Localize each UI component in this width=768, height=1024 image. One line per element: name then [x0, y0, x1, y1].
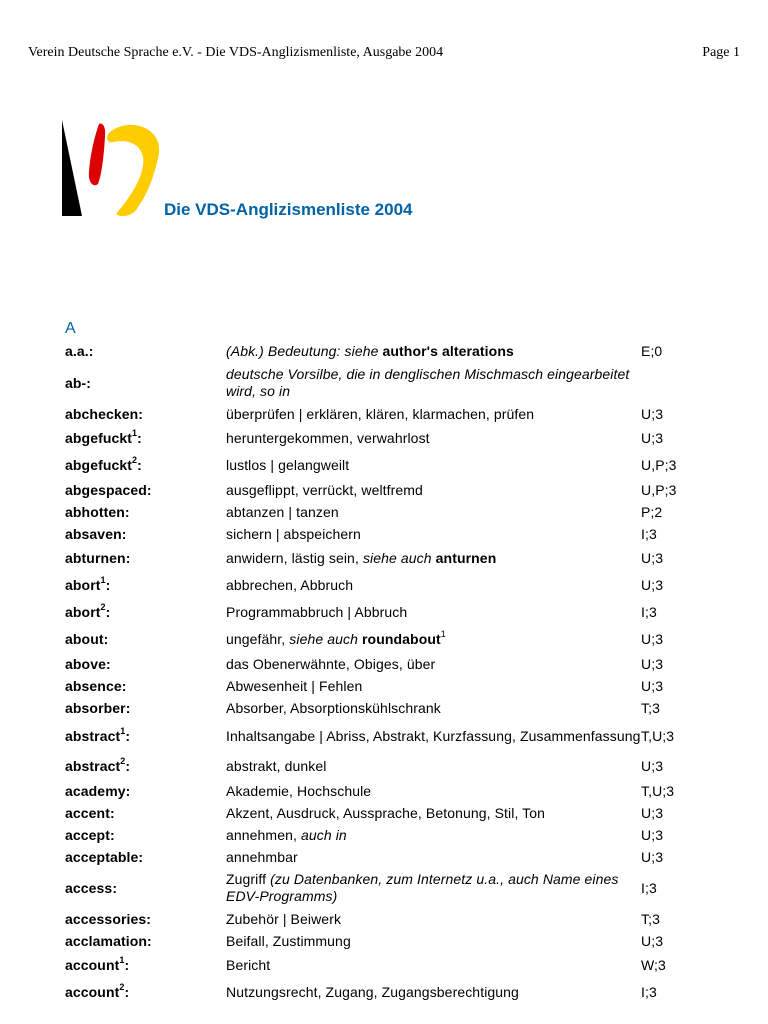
entry-term: accessories:: [65, 910, 152, 927]
entry-term: abhotten:: [65, 503, 130, 520]
entry-code: P;2: [641, 503, 663, 520]
entry-code: I;3: [641, 525, 657, 542]
entry-meaning: abbrechen, Abbruch: [226, 577, 354, 593]
entry-row: [65, 545, 721, 572]
entry-term: accent:: [65, 804, 115, 821]
entry-term: abort$^1$:: [65, 575, 111, 593]
logo-red-stroke: [89, 124, 105, 186]
entry-meaning: deutsche Vorsilbe, die in denglischen Mischmasch eingearbeitet wird, so in: [226, 366, 630, 399]
anglicism-table: [65, 340, 721, 1006]
entry-code: U;3: [641, 848, 664, 865]
entry-meaning: Inhaltsangabe | Abriss, Abstrakt, Kurzfassung, Zusammenfassung: [226, 727, 641, 744]
entry-row: [65, 675, 721, 697]
entry-row: [65, 697, 721, 719]
entry-term: academy:: [65, 782, 131, 799]
entry-row: [65, 824, 721, 846]
entry-code: U;3: [641, 405, 664, 422]
entry-term: accept:: [65, 826, 115, 843]
entry-row: [65, 653, 721, 675]
entry-code: U;3: [641, 430, 664, 446]
entry-row: [65, 626, 721, 653]
entry-term: abort$^2$:: [65, 602, 111, 620]
vds-logo: [62, 118, 162, 218]
entries-body: [65, 340, 721, 1006]
entry-code: U;3: [641, 550, 664, 566]
homonym-index: 1: [120, 725, 126, 736]
entry-meaning: Zubehör | Beiwerk: [226, 910, 342, 927]
entry-row: [65, 952, 721, 979]
entry-row: [65, 452, 721, 479]
entry-term: abgefuckt$^1$:: [65, 428, 142, 446]
document-title: Die VDS-Anglizismenliste 2004: [164, 200, 413, 219]
entry-meaning: Zugriff (zu Datenbanken, zum Internetz u.a., auch Name eines EDV-Programms): [226, 871, 619, 904]
entry-meaning: ungefähr, siehe auch roundabout$^1$: [226, 629, 446, 647]
entry-row: [65, 780, 721, 802]
entry-meaning: abstrakt, dunkel: [226, 758, 327, 774]
entry-code: T,U;3: [641, 727, 675, 744]
entry-code: U;3: [641, 655, 664, 672]
entry-code: [641, 363, 721, 403]
entry-meaning: überprüfen | erklären, klären, klarmachen, prüfen: [226, 405, 535, 422]
entry-code: U;3: [641, 932, 664, 949]
entry-code: T,U;3: [641, 782, 675, 799]
entry-term: absaven:: [65, 525, 127, 542]
entry-term: abchecken:: [65, 405, 144, 422]
entry-term: account$^1$:: [65, 955, 130, 973]
entry-code: U;3: [641, 826, 664, 843]
entry-term: abstract$^1$:: [65, 725, 131, 744]
entry-meaning: Akademie, Hochschule: [226, 782, 372, 799]
entry-code: W;3: [641, 957, 666, 973]
entry-row: [65, 403, 721, 425]
entry-term: absorber:: [65, 699, 131, 716]
page-number: Page 1: [702, 45, 740, 60]
entry-meaning: (Abk.) Bedeutung: siehe author's alterations: [226, 343, 514, 359]
entry-term: about:: [65, 631, 109, 647]
entry-term: abgespaced:: [65, 481, 152, 498]
entry-code: U;3: [641, 631, 664, 647]
entry-code: I;3: [641, 879, 657, 896]
entry-term: above:: [65, 655, 111, 672]
entry-row: [65, 501, 721, 523]
entry-meaning: Absorber, Absorptionskühlschrank: [226, 699, 441, 716]
homonym-index: 2: [120, 756, 126, 766]
entry-meaning: heruntergekommen, verwahrlost: [226, 430, 430, 446]
entry-row: [65, 599, 721, 626]
entry-code: I;3: [641, 604, 657, 620]
entry-code: T;3: [641, 910, 660, 927]
entry-term: acclamation:: [65, 932, 152, 949]
entry-code: E;0: [641, 343, 663, 359]
entry-meaning: Akzent, Ausdruck, Aussprache, Betonung, Stil, Ton: [226, 804, 546, 821]
logo-yellow-stroke: [107, 125, 159, 216]
homonym-index: 1: [132, 428, 138, 438]
entry-meaning: das Obenerwähnte, Obiges, über: [226, 655, 436, 672]
homonym-index: 2: [132, 455, 138, 465]
homonym-index: 1: [119, 955, 125, 965]
entry-meaning: Nutzungsrecht, Zugang, Zugangsberechtigung: [226, 984, 519, 1000]
entry-term: access:: [65, 879, 118, 896]
entry-row: [65, 908, 721, 930]
entry-row: [65, 340, 721, 363]
logo-black-stroke: [62, 120, 82, 216]
entry-row: [65, 868, 721, 908]
homonym-index: 2: [100, 602, 106, 612]
entry-code: U;3: [641, 677, 664, 694]
entry-row: [65, 719, 721, 753]
entry-term: a.a.:: [65, 343, 94, 359]
entry-code: U;3: [641, 804, 664, 821]
entry-meaning: abtanzen | tanzen: [226, 503, 339, 520]
entry-meaning: Beifall, Zustimmung: [226, 932, 351, 949]
entry-code: T;3: [641, 699, 660, 716]
entry-term: acceptable:: [65, 848, 144, 865]
homonym-index: 2: [119, 982, 125, 992]
entry-meaning: Bericht: [226, 957, 271, 973]
entry-term: absence:: [65, 677, 127, 694]
entry-row: [65, 425, 721, 452]
entry-meaning: annehmbar: [226, 848, 298, 865]
entry-row: [65, 979, 721, 1006]
entry-code: U;3: [641, 577, 664, 593]
entry-term: abturnen:: [65, 550, 131, 566]
homonym-index: 1: [100, 575, 106, 585]
entry-meaning: anwidern, lästig sein, siehe auch anturnen: [226, 550, 497, 566]
entry-term: abstract$^2$:: [65, 756, 131, 774]
entry-row: [65, 572, 721, 599]
entry-row: [65, 363, 721, 403]
entry-code: U;3: [641, 758, 664, 774]
entry-row: [65, 753, 721, 780]
entry-meaning: ausgeflippt, verrückt, weltfremd: [226, 481, 423, 498]
entry-code: U,P;3: [641, 481, 677, 498]
entry-row: [65, 802, 721, 824]
entry-code: U,P;3: [641, 457, 677, 473]
entry-term: ab-:: [65, 374, 92, 391]
entry-term: abgefuckt$^2$:: [65, 455, 142, 473]
entry-row: [65, 930, 721, 952]
running-header-title: Verein Deutsche Sprache e.V. - Die VDS-Anglizismenliste, Ausgabe 2004: [28, 45, 444, 60]
entry-meaning: annehmen, auch in: [226, 826, 347, 843]
entry-row: [65, 523, 721, 545]
entry-meaning: lustlos | gelangweilt: [226, 457, 350, 473]
entry-meaning: Programmabbruch | Abbruch: [226, 604, 408, 620]
entry-row: [65, 479, 721, 501]
section-letter: A: [65, 320, 76, 337]
entry-code: I;3: [641, 984, 657, 1000]
entry-meaning: sichern | abspeichern: [226, 525, 361, 542]
entry-meaning: Abwesenheit | Fehlen: [226, 677, 363, 694]
entry-term: account$^2$:: [65, 982, 130, 1000]
entry-row: [65, 846, 721, 868]
